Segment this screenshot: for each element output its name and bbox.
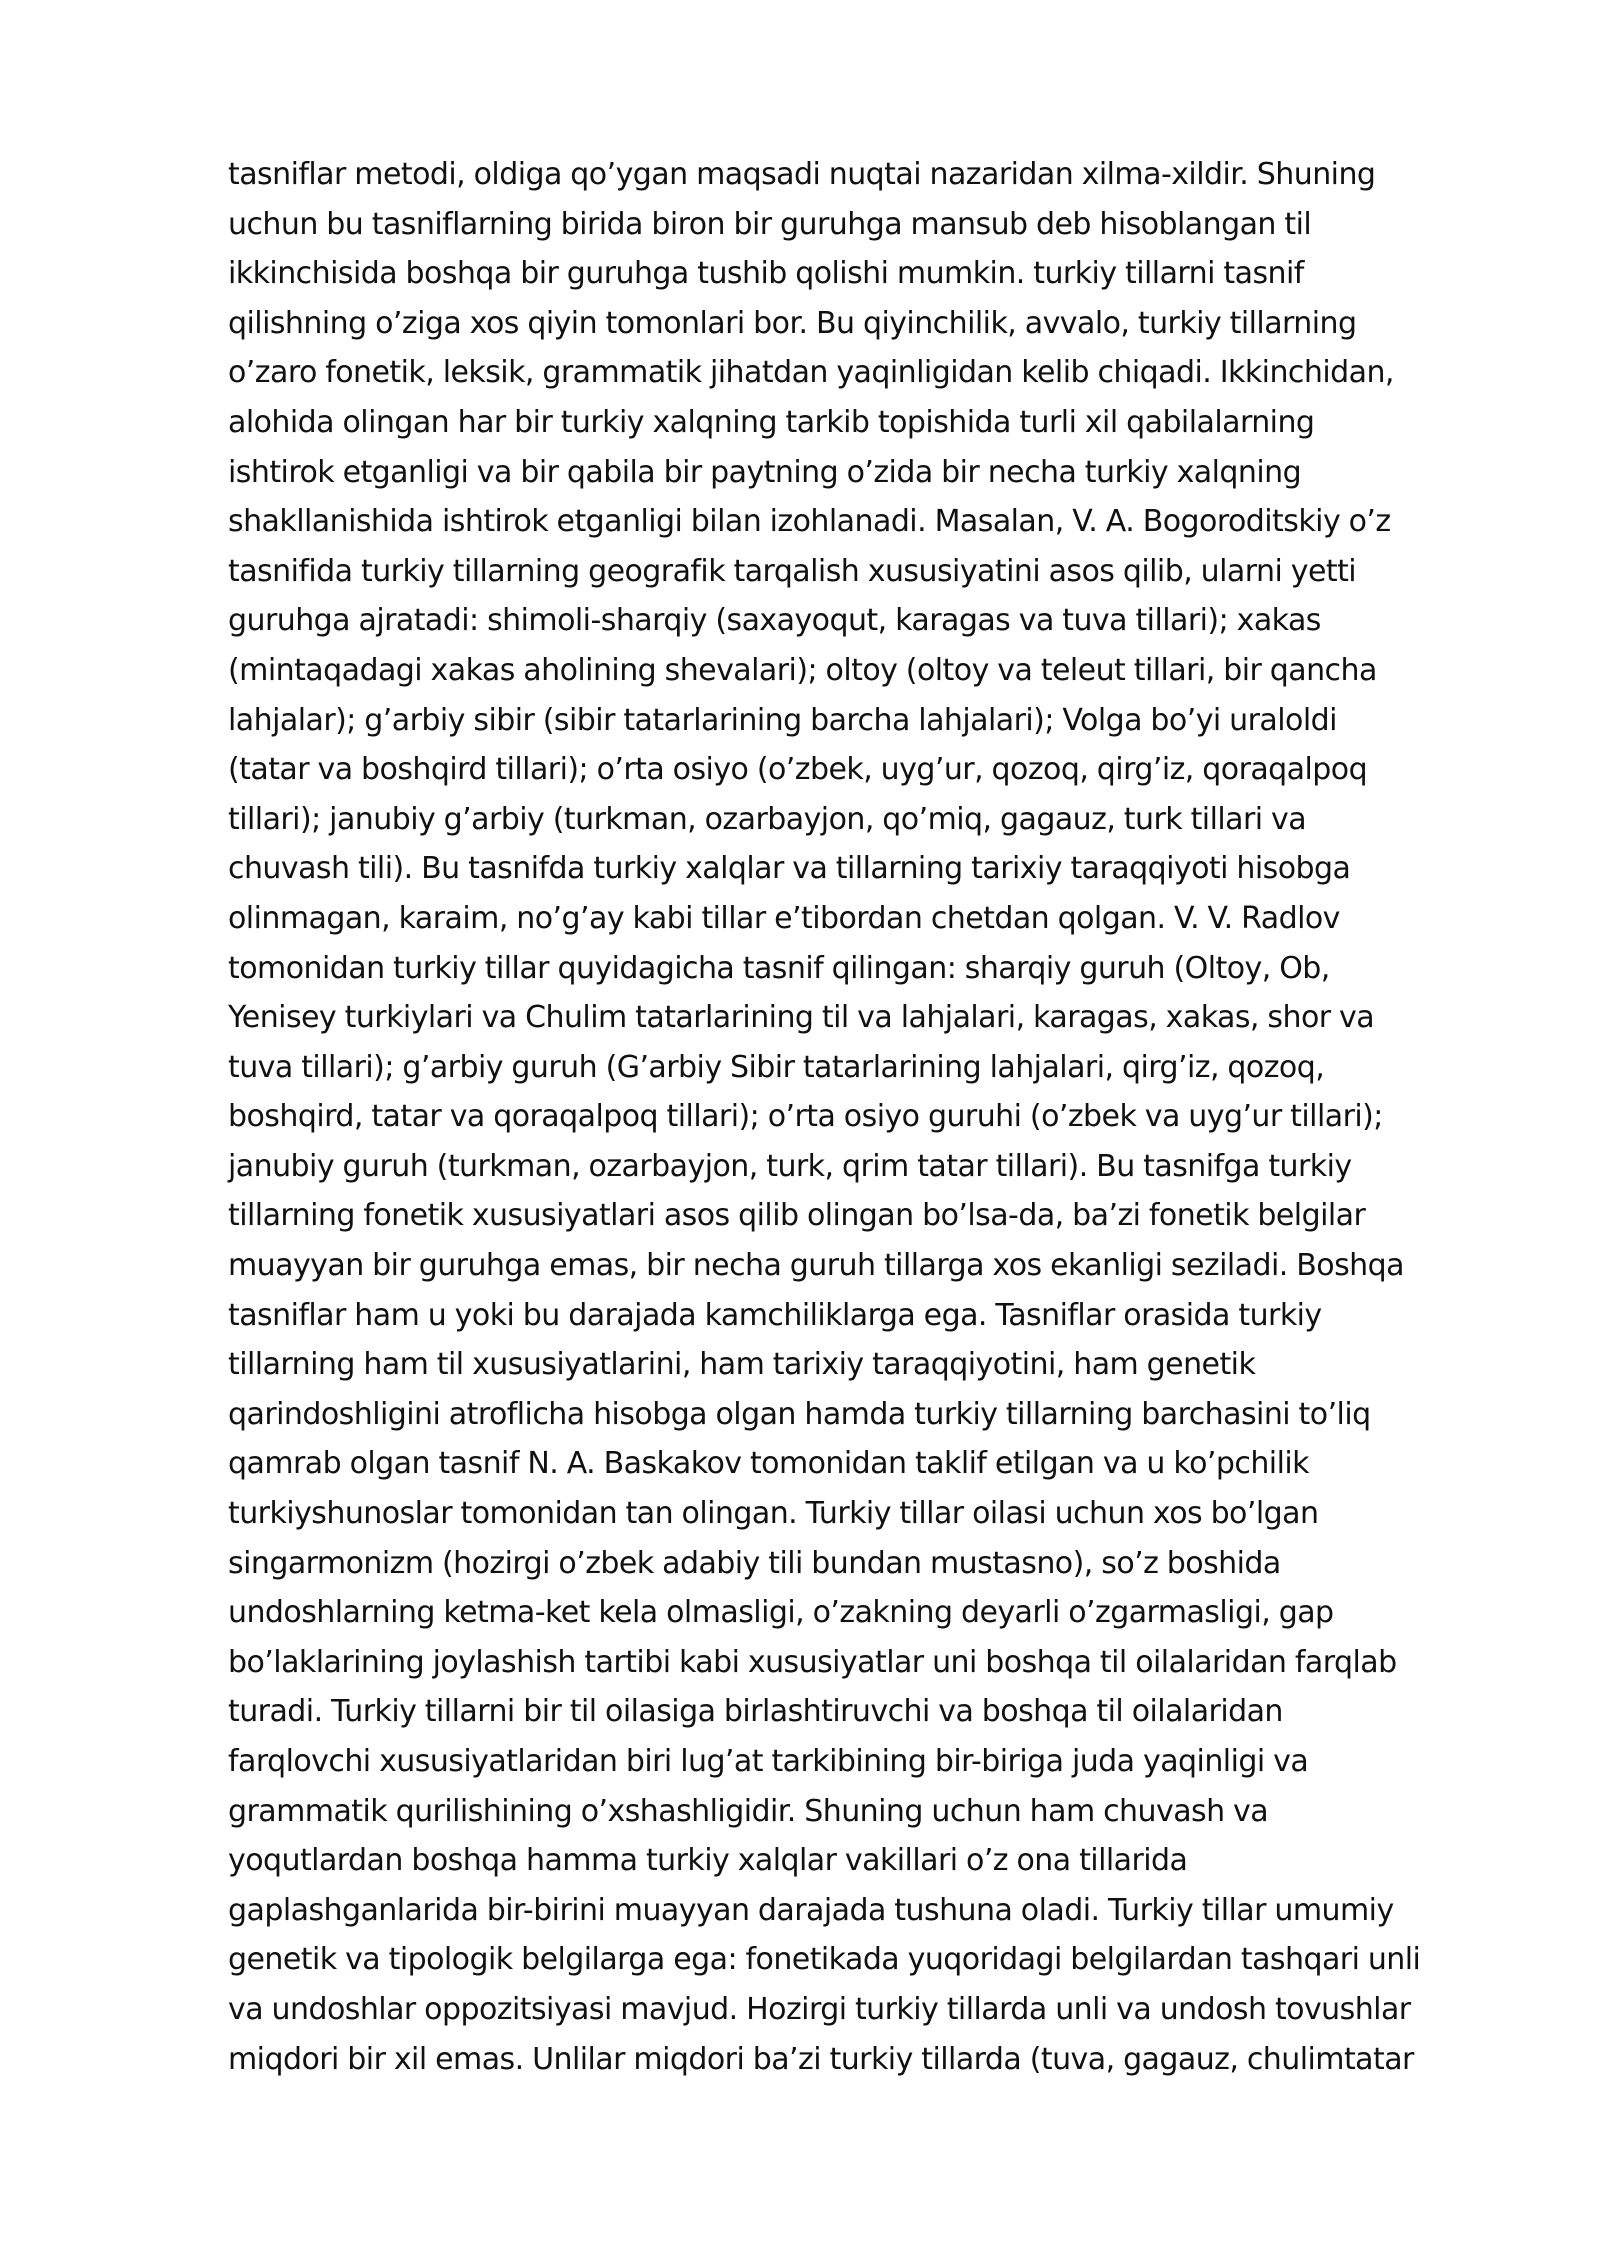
- text-line: uchun bu tasniflarning birida biron bir guruhga mansub deb hisoblangan til: [228, 206, 1312, 242]
- text-line: yoqutlardan boshqa hamma turkiy xalqlar vakillari o’z ona tillarida: [228, 1843, 1188, 1879]
- text-line: boshqird, tatar va qoraqalpoq tillari); o’rta osiyo guruhi (o’zbek va uyg’ur tillari);: [228, 1099, 1383, 1135]
- text-line: miqdori bir xil emas. Unlilar miqdori ba’zi turkiy tillarda (tuva, gagauz, chulimtatar: [228, 2041, 1414, 2077]
- text-line: turadi. Turkiy tillarni bir til oilasiga birlashtiruvchi va boshqa til oilalaridan: [228, 1694, 1283, 1730]
- body-text: [228, 150, 1528, 2084]
- text-line: tomonidan turkiy tillar quyidagicha tasnif qilingan: sharqiy guruh (Oltoy, Ob,: [228, 950, 1330, 986]
- text-line: alohida olingan har bir turkiy xalqning tarkib topishida turli xil qabilalarning: [228, 404, 1315, 440]
- text-line: gaplashganlarida bir-birini muayyan darajada tushuna oladi. Turkiy tillar umumiy: [228, 1892, 1394, 1928]
- text-line: o’zaro fonetik, leksik, grammatik jihatdan yaqinligidan kelib chiqadi. Ikkinchidan,: [228, 355, 1394, 391]
- text-line: grammatik qurilishining o’xshashligidir. Shuning uchun ham chuvash va: [228, 1793, 1269, 1829]
- text-line: tasniflar metodi, oldiga qo’ygan maqsadi nuqtai nazaridan xilma-xildir. Shuning: [228, 157, 1376, 192]
- text-line: singarmonizm (hozirgi o’zbek adabiy tili bundan mustasno), so’z boshida: [228, 1545, 1281, 1581]
- text-line: qamrab olgan tasnif N. A. Baskakov tomonidan taklif etilgan va u ko’pchilik: [228, 1446, 1309, 1482]
- text-line: janubiy guruh (turkman, ozarbayjon, turk, qrim tatar tillari). Bu tasnifga turkiy: [228, 1148, 1352, 1184]
- text-line: chuvash tili). Bu tasnifda turkiy xalqlar va tillarning tarixiy taraqqiyoti hisobga: [228, 851, 1351, 887]
- text-line: lahjalar); g’arbiy sibir (sibir tatarlarining barcha lahjalari); Volga bo’yi uraloldi: [228, 702, 1337, 738]
- text-line: tillarning ham til xususiyatlarini, ham tarixiy taraqqiyotini, ham genetik: [228, 1347, 1256, 1383]
- text-line: olinmagan, karaim, no’g’ay kabi tillar e’tibordan chetdan qolgan. V. V. Radlov: [228, 900, 1340, 936]
- text-line: tasniflar ham u yoki bu darajada kamchiliklarga ega. Tasniflar orasida turkiy: [228, 1297, 1322, 1333]
- text-line: muayyan bir guruhga emas, bir necha guruh tillarga xos ekanligi seziladi. Boshqa: [228, 1248, 1404, 1284]
- text-line: (tatar va boshqird tillari); o’rta osiyo (o’zbek, uyg’ur, qozoq, qirg’iz, qoraqalpoq: [228, 752, 1368, 788]
- text-line: tuva tillari); g’arbiy guruh (G’arbiy Sibir tatarlarining lahjalari, qirg’iz, qozoq,: [228, 1049, 1325, 1085]
- text-line: turkiyshunoslar tomonidan tan olingan. Turkiy tillar oilasi uchun xos bo’lgan: [228, 1496, 1319, 1532]
- text-line: undoshlarning ketma-ket kela olmasligi, o’zakning deyarli o’zgarmasligi, gap: [228, 1595, 1334, 1631]
- text-line: guruhga ajratadi: shimoli-sharqiy (saxayoqut, karagas va tuva tillari); xakas: [228, 603, 1321, 639]
- text-line: tillarning fonetik xususiyatlari asos qilib olingan bo’lsa-da, ba’zi fonetik belgilar: [228, 1198, 1366, 1234]
- text-line: genetik va tipologik belgilarga ega: fonetikada yuqoridagi belgilardan tashqari unli: [228, 1942, 1421, 1978]
- text-line: tillari); janubiy g’arbiy (turkman, ozarbayjon, qo’miq, gagauz, turk tillari va: [228, 801, 1307, 837]
- text-line: ishtirok etganligi va bir qabila bir paytning o’zida bir necha turkiy xalqning: [228, 454, 1302, 490]
- text-line: (mintaqadagi xakas aholining shevalari); oltoy (oltoy va teleut tillari, bir qancha: [228, 652, 1377, 688]
- text-line: qilishning o’ziga xos qiyin tomonlari bor. Bu qiyinchilik, avvalo, turkiy tillarning: [228, 305, 1357, 341]
- text-line: farqlovchi xususiyatlaridan biri lug’at tarkibining bir-biriga juda yaqinligi va: [228, 1744, 1309, 1779]
- text-line: tasnifida turkiy tillarning geografik tarqalish xususiyatini asos qilib, ularni yetti: [228, 553, 1357, 589]
- text-line: ikkinchisida boshqa bir guruhga tushib qolishi mumkin. turkiy tillarni tasnif: [228, 256, 1304, 292]
- text-line: shakllanishida ishtirok etganligi bilan izohlanadi. Masalan, V. A. Bogoroditskiy o’z: [228, 504, 1391, 540]
- text-line: bo’laklarining joylashish tartibi kabi xususiyatlar uni boshqa til oilalaridan farqlab: [228, 1644, 1397, 1680]
- text-line: va undoshlar oppozitsiyasi mavjud. Hozirgi turkiy tillarda unli va undosh tovushlar: [228, 1991, 1411, 2027]
- text-line: Yenisey turkiylari va Chulim tatarlarining til va lahjalari, karagas, xakas, shor va: [228, 1000, 1375, 1036]
- text-line: qarindoshligini atroflicha hisobga olgan hamda turkiy tillarning barchasini to’liq: [228, 1396, 1371, 1432]
